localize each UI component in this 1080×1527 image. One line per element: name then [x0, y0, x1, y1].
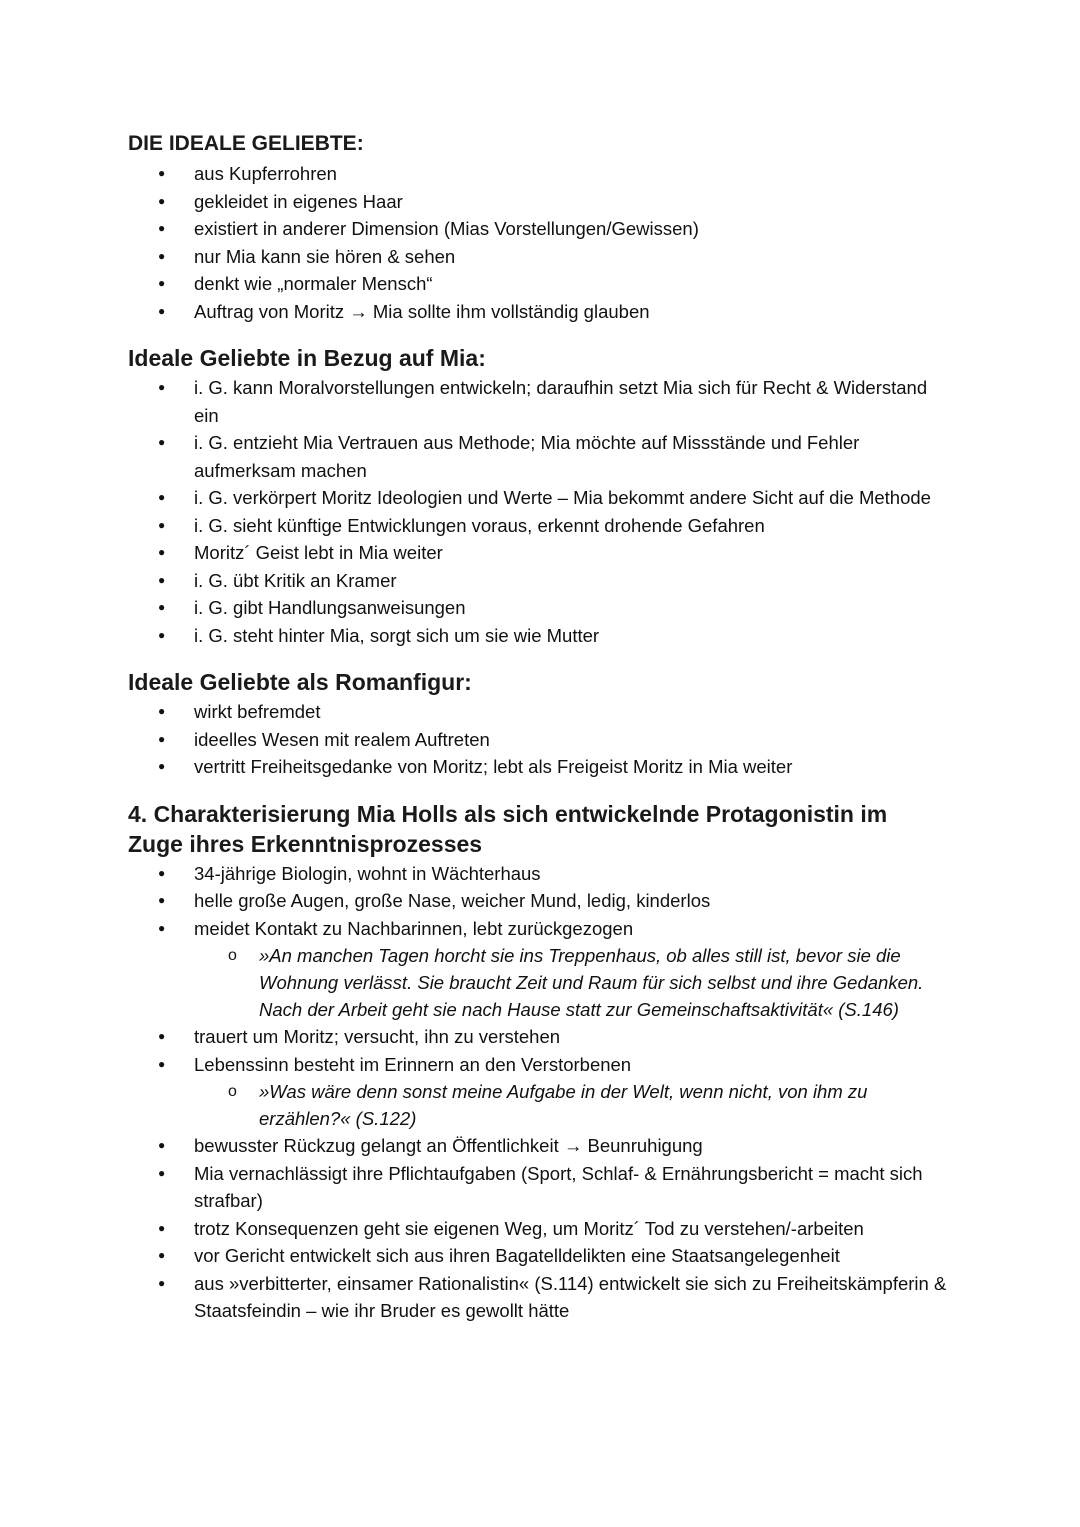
- list-item: ● nur Mia kann sie hören & sehen: [128, 243, 948, 271]
- list-item: ● aus »verbitterter, einsamer Rationalistin« (S.114) entwickelt sie sich zu Freiheitskämpferin & Staatsfeindin – wie ihr Bruder es gewollt hätte: [128, 1270, 948, 1325]
- bullet-list: [128, 374, 948, 649]
- list-item-text: Lebenssinn besteht im Erinnern an den Verstorbenen: [194, 1053, 632, 1075]
- list-item: ● wirkt befremdet: [128, 698, 948, 726]
- bullet-list: [128, 698, 948, 781]
- list-item: ● vertritt Freiheitsgedanke von Moritz; lebt als Freigeist Moritz in Mia weiter: [128, 753, 948, 781]
- list-item-text: meidet Kontakt zu Nachbarinnen, lebt zurückgezogen: [194, 917, 634, 939]
- list-item: ● trotz Konsequenzen geht sie eigenen Weg, um Moritz´ Tod zu verstehen/-arbeiten: [128, 1215, 948, 1243]
- list-item: ● i. G. sieht künftige Entwicklungen voraus, erkennt drohende Gefahren: [128, 512, 948, 540]
- list-item: ● gekleidet in eigenes Haar: [128, 188, 948, 216]
- list-item: ● aus Kupferrohren: [128, 160, 948, 188]
- list-item: ● existiert in anderer Dimension (Mias Vorstellungen/Gewissen): [128, 215, 948, 243]
- list-item: ● ideelles Wesen mit realem Auftreten: [128, 726, 948, 754]
- list-item: ● i. G. steht hinter Mia, sorgt sich um sie wie Mutter: [128, 622, 948, 650]
- section-heading-ideale-geliebte: DIE IDEALE GELIEBTE:: [128, 132, 364, 155]
- list-item: ● Moritz´ Geist lebt in Mia weiter: [128, 539, 948, 567]
- list-item: ● i. G. übt Kritik an Kramer: [128, 567, 948, 595]
- sub-list: [194, 942, 948, 1023]
- list-item: ● vor Gericht entwickelt sich aus ihren Bagatelldelikten eine Staatsangelegenheit: [128, 1242, 948, 1270]
- list-item: ● i. G. kann Moralvorstellungen entwickeln; daraufhin setzt Mia sich für Recht & Widerstand ein: [128, 374, 948, 429]
- list-item: ● bewusster Rückzug gelangt an Öffentlichkeit → Beunruhigung: [128, 1132, 948, 1160]
- section-heading-bezug-auf-mia: Ideale Geliebte in Bezug auf Mia:: [128, 345, 486, 371]
- list-item: ● helle große Augen, große Nase, weicher Mund, ledig, kinderlos: [128, 887, 948, 915]
- document-page: [128, 130, 948, 1325]
- list-item: [128, 915, 948, 1024]
- list-item: ● i. G. gibt Handlungsanweisungen: [128, 594, 948, 622]
- list-item: [128, 1051, 948, 1133]
- list-item: ● i. G. verkörpert Moritz Ideologien und Werte – Mia bekommt andere Sicht auf die Methode: [128, 484, 948, 512]
- list-item: ● i. G. entzieht Mia Vertrauen aus Methode; Mia möchte auf Missstände und Fehler aufmerksam machen: [128, 429, 948, 484]
- list-item: ● denkt wie „normaler Mensch“: [128, 270, 948, 298]
- list-item: ● Auftrag von Moritz → Mia sollte ihm vollständig glauben: [128, 298, 948, 326]
- quote-item: o »Was wäre denn sonst meine Aufgabe in der Welt, wenn nicht, von ihm zu erzählen?« (S.122): [128, 1078, 948, 1132]
- bullet-list: [128, 160, 948, 325]
- list-item: ● Mia vernachlässigt ihre Pflichtaufgaben (Sport, Schlaf- & Ernährungsbericht = macht sich strafbar): [128, 1160, 948, 1215]
- list-item: ● 34-jährige Biologin, wohnt in Wächterhaus: [128, 860, 948, 888]
- list-item: ● trauert um Moritz; versucht, ihn zu verstehen: [128, 1023, 948, 1051]
- quote-item: o »An manchen Tagen horcht sie ins Treppenhaus, ob alles still ist, bevor sie die Wohnung verlässt. Sie braucht Zeit und Raum für sich selbst und ihre Gedanken. Nach der Arbeit geht sie nach Hause statt zur Gemeinschaftsaktivität« (S.146): [128, 942, 948, 1023]
- section-heading-charakterisierung-mia: 4. Charakterisierung Mia Holls als sich entwickelnde Protagonistin im Zuge ihres Erkenntnisprozesses: [128, 800, 888, 857]
- bullet-list: [128, 860, 948, 1325]
- section-heading-romanfigur: Ideale Geliebte als Romanfigur:: [128, 669, 472, 695]
- sub-list: [194, 1078, 948, 1132]
